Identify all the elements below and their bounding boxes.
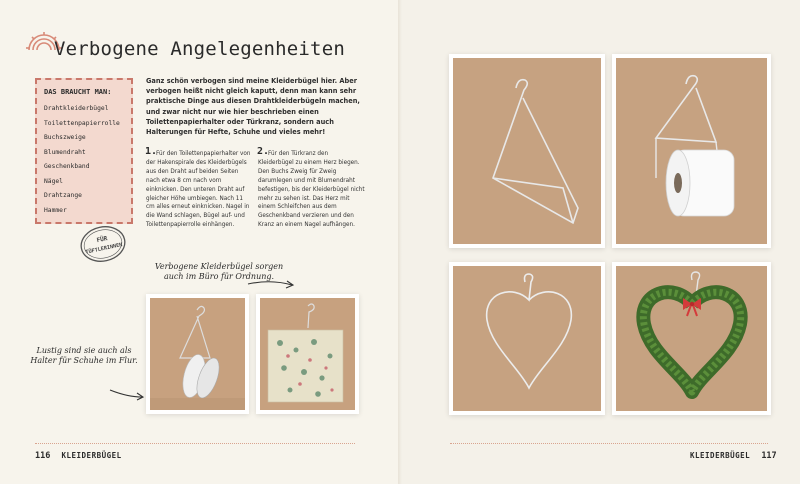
stamp-line2: TÜFTLERINNEN (85, 242, 123, 256)
photo-bent-hanger (453, 58, 601, 244)
office-note: Verbogene Kleiderbügel sorgen auch im Büro für Ordnung. (154, 262, 284, 281)
materials-item: Blumendraht (44, 148, 86, 156)
page-title: Verbogene Angelegenheiten (54, 38, 345, 60)
left-folio (35, 451, 122, 461)
photo-booklet-hanger (260, 298, 355, 410)
arrow-right-icon (246, 276, 298, 294)
step-number: 1. (145, 146, 158, 157)
materials-item: Hammer (44, 206, 67, 214)
intro-paragraph: Ganz schön verbogen sind meine Kleiderbügel hier. Aber verbogen heißt nicht gleich kaputt, denn man kann sehr praktische Dinge aus diesen Drahtkleiderbügeln machen, und zwar nicht nur wie hier beschrieben einen Toilettenpapierhalter oder Türkranz, sondern auch Halterungen für Hefte, Schuhe und vieles mehr! (146, 77, 360, 137)
photo-boxwood-heart (616, 266, 767, 411)
materials-item: Buchszweige (44, 134, 86, 141)
arrow-right-icon (108, 384, 146, 404)
materials-item: Drahtzange (44, 192, 82, 199)
page-number: 117 (761, 451, 777, 461)
tuftlerinnen-stamp (78, 222, 128, 266)
right-folio (690, 451, 777, 461)
photo-shoes-hanger (150, 298, 245, 410)
step-number: 2. (257, 146, 270, 157)
page-number: 116 (35, 451, 51, 461)
photo-toilet-paper-holder (616, 58, 767, 244)
step-text: Für den Toilettenpapierhalter von der Hakenspirale des Kleiderbügels aus den Draht auf beiden Seiten nach etwa 8 cm nach vorn einknicken. Den unteren Draht auf gleicher Höhe umbiegen. Nach 11 cm alles erneut einknicken. Nagel in die Wand schlagen, Bügel auf- und Toilettenpapierrolle einhängen. (146, 151, 251, 229)
running-head: KLEIDERBÜGEL (690, 451, 751, 460)
materials-box (35, 78, 133, 224)
materials-heading: DAS BRAUCHT MAN: (44, 88, 112, 96)
step-2 (258, 150, 365, 230)
materials-item: Nägel (44, 177, 63, 185)
step-1 (146, 150, 253, 230)
footer-divider (35, 443, 355, 444)
stamp-line1: FÜR (96, 235, 109, 245)
step-text: Für den Türkranz den Kleiderbügel zu einem Herz biegen. Den Buchs Zweig für Zweig darumlegen und mit Blumendraht befestigen, bis der Kleiderbügel nicht mehr zu sehen ist. Das Herz mit einem Schleifchen aus dem Geschenkband verzieren und den Kranz an einem Nagel aufhängen. (258, 151, 365, 229)
materials-item: Drahtkleiderbügel (44, 105, 109, 112)
footer-divider (450, 443, 768, 444)
book-gutter (398, 0, 402, 484)
materials-item: Geschenkband (44, 163, 90, 170)
running-head: KLEIDERBÜGEL (61, 451, 122, 460)
shoes-note: Lustig sind sie auch als Halter für Schuhe im Flur. (30, 346, 138, 365)
photo-wire-heart (453, 266, 601, 411)
materials-item: Toilettenpapierrolle (44, 119, 120, 127)
